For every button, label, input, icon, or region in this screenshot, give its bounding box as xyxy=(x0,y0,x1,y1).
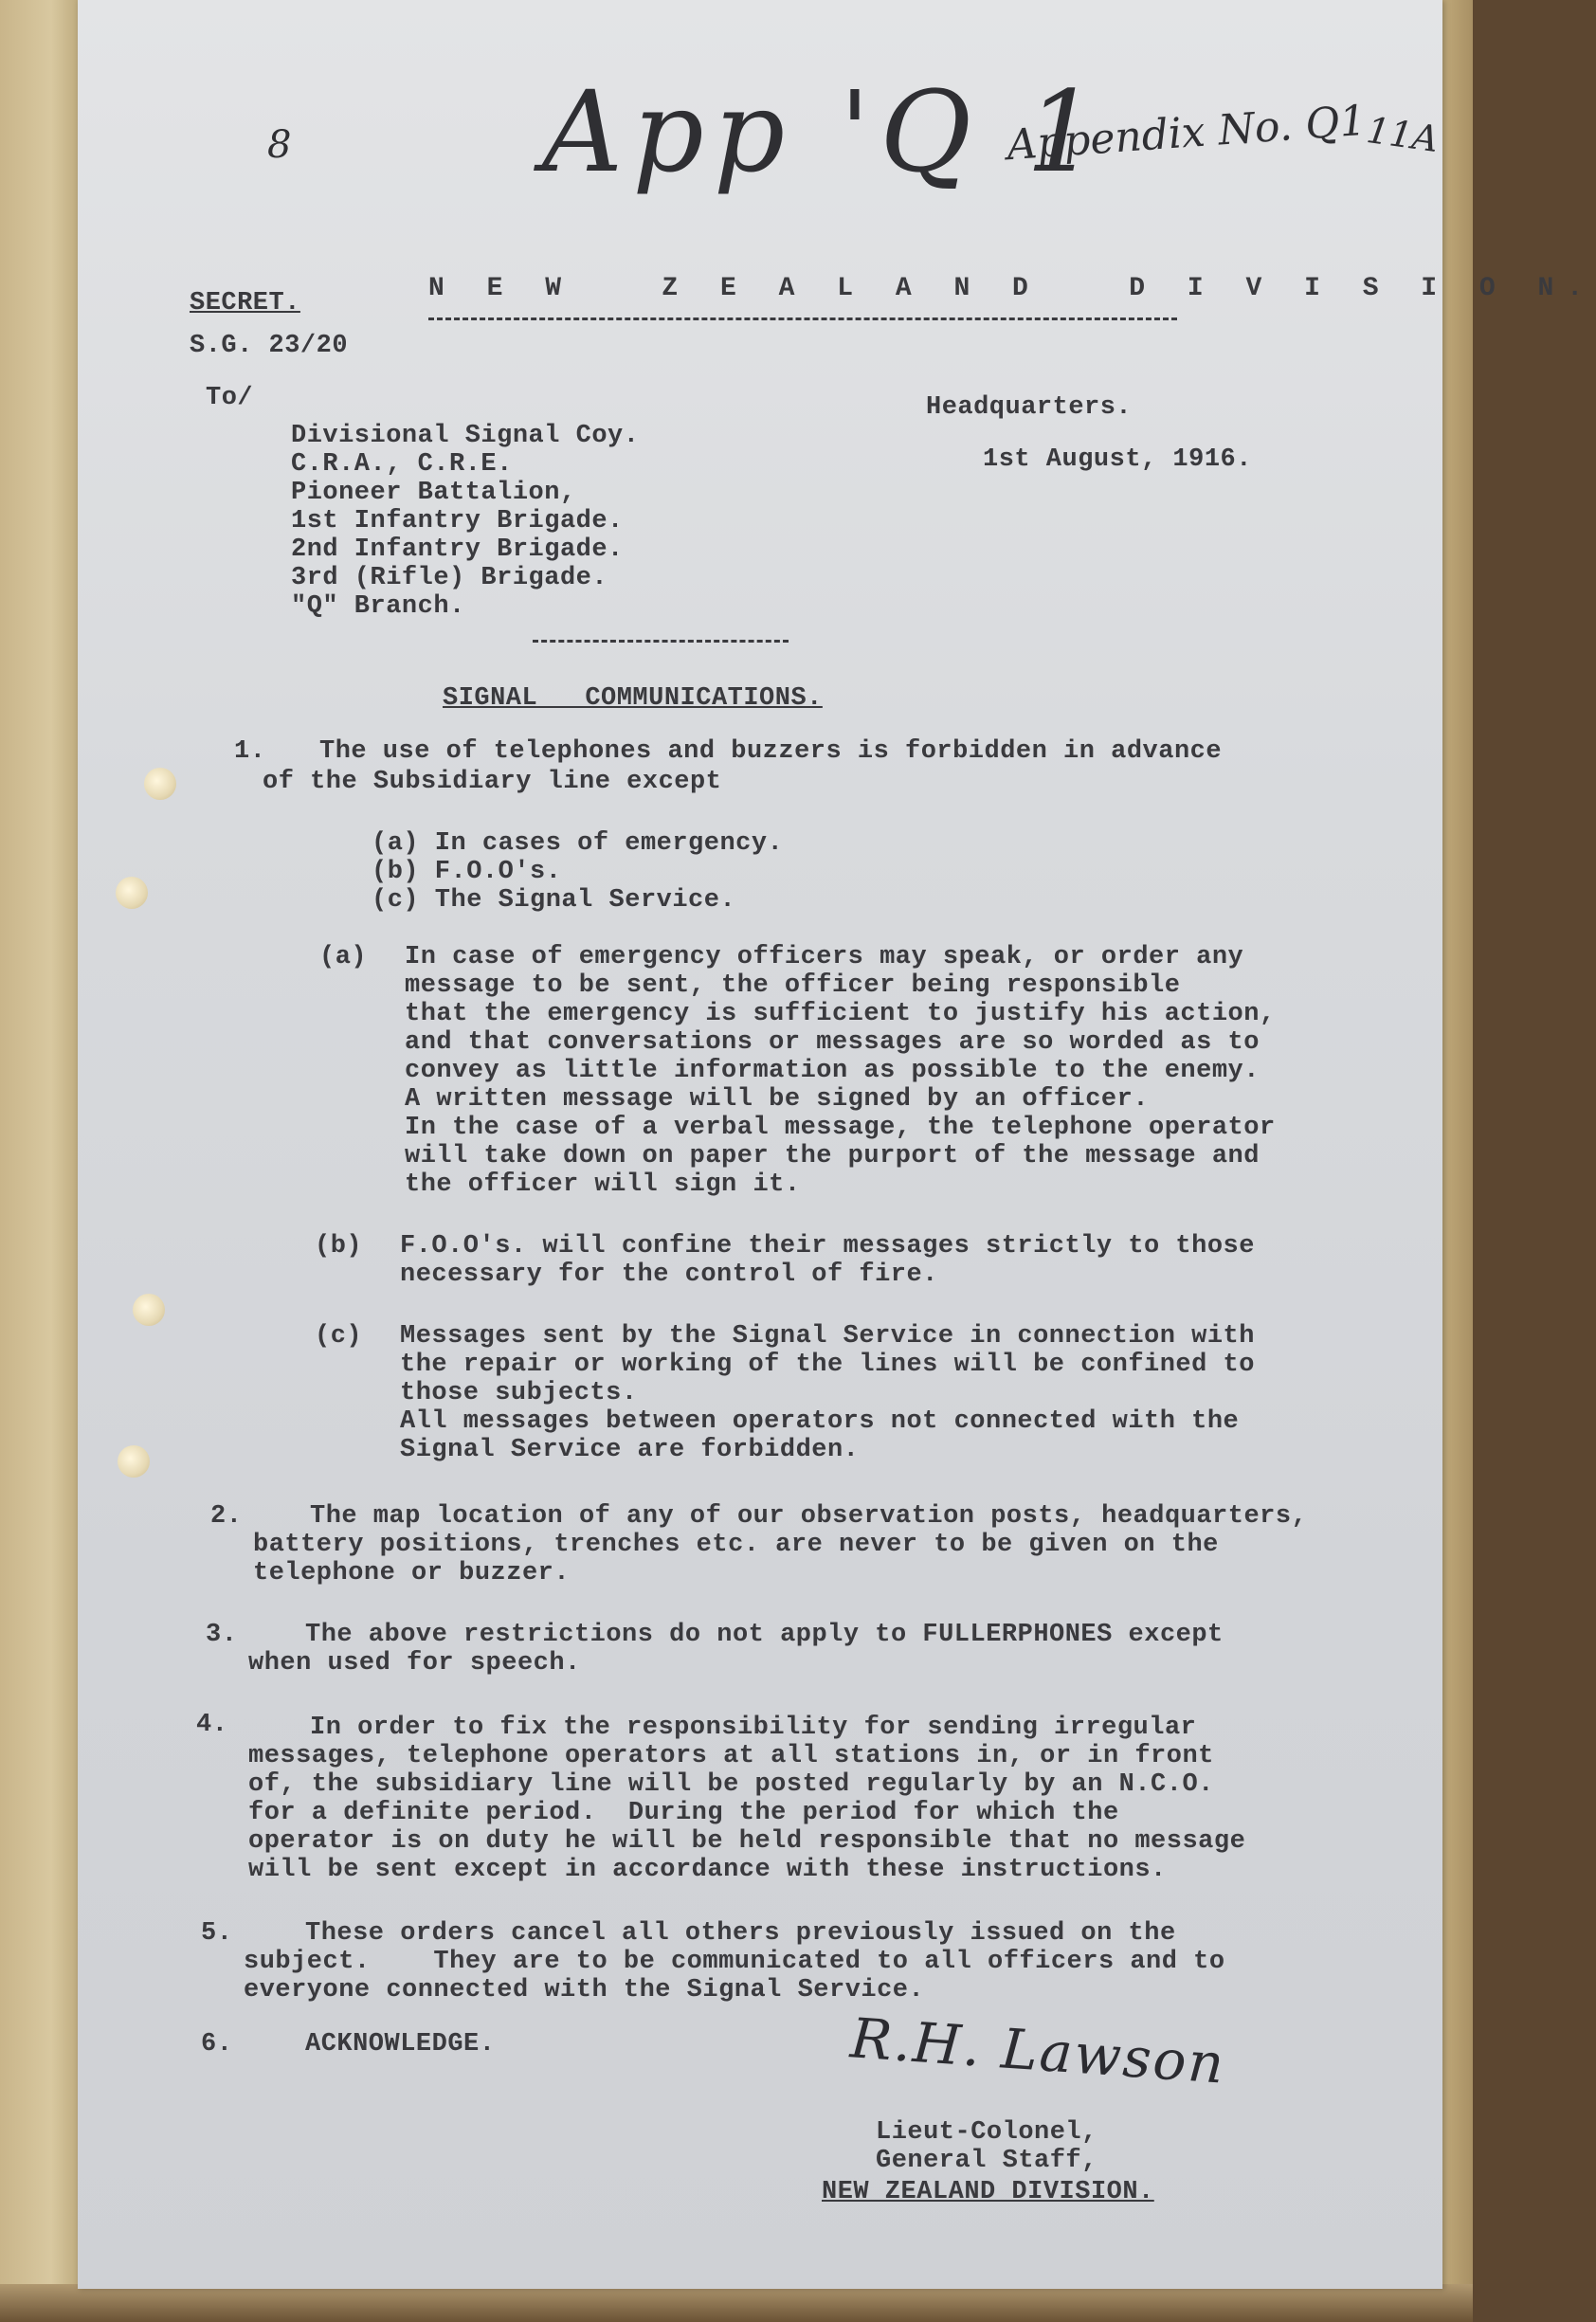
punch-hole xyxy=(144,768,176,800)
sub-paragraph-text: the repair or working of the lines will be confined to xyxy=(400,1351,1255,1379)
paragraph-text: when used for speech. xyxy=(248,1649,581,1678)
signatory-unit: NEW ZEALAND DIVISION. xyxy=(822,2178,1154,2206)
paragraph-text: operator is on duty he will be held responsible that no message xyxy=(248,1827,1246,1856)
paragraph-text: everyone connected with the Signal Service. xyxy=(244,1976,925,2005)
sub-paragraph-text: Messages sent by the Signal Service in connection with xyxy=(400,1322,1255,1351)
binder-edge-left xyxy=(0,0,85,2322)
paragraph-text: of the Subsidiary line except xyxy=(263,768,722,796)
sub-paragraph-text: that the emergency is sufficient to justify his action, xyxy=(405,1000,1276,1028)
paragraph-text: messages, telephone operators at all stations in, or in front xyxy=(248,1742,1214,1770)
paragraph-text: The above restrictions do not apply to FULLERPHONES except xyxy=(305,1621,1224,1649)
handwritten-signature: R.H. Lawson xyxy=(848,2005,1228,2096)
addressee: Divisional Signal Coy. xyxy=(291,422,640,450)
paragraph-text: will be sent except in accordance with these instructions. xyxy=(248,1856,1167,1884)
sub-paragraph-text: All messages between operators not connected with the xyxy=(400,1407,1240,1436)
paragraph-text: The map location of any of our observation posts, headquarters, xyxy=(310,1502,1308,1531)
sub-paragraph-text: convey as little information as possible to the enemy. xyxy=(405,1057,1260,1085)
corner-mark: 11A xyxy=(1364,108,1442,161)
date: 1st August, 1916. xyxy=(983,445,1252,474)
paragraph-number: 1. xyxy=(234,737,266,766)
addressee: 3rd (Rifle) Brigade. xyxy=(291,564,608,592)
exception-item: (b) F.O.O's. xyxy=(372,858,562,886)
paragraph-text: ACKNOWLEDGE. xyxy=(305,2030,496,2059)
document-page xyxy=(78,0,1596,2289)
punch-hole xyxy=(118,1445,150,1478)
sub-paragraph-text: F.O.O's. will confine their messages strictly to those xyxy=(400,1232,1255,1261)
paragraph-text: subject. They are to be communicated to all officers and to xyxy=(244,1948,1225,1976)
sub-paragraph-text: In the case of a verbal message, the telephone operator xyxy=(405,1114,1276,1142)
document-title: N E W Z E A L A N D D I V I S I O N. xyxy=(428,274,1596,303)
paragraph-text: The use of telephones and buzzers is forbidden in advance xyxy=(319,737,1223,766)
signatory-role: General Staff, xyxy=(876,2147,1097,2175)
paragraph-text: In order to fix the responsibility for sending irregular xyxy=(310,1714,1197,1742)
binder-edge-bottom xyxy=(0,2284,1473,2322)
subject-heading: SIGNAL COMMUNICATIONS. xyxy=(443,684,823,713)
addressee: 1st Infantry Brigade. xyxy=(291,507,624,535)
sub-paragraph-text: message to be sent, the officer being responsible xyxy=(405,971,1181,1000)
punch-hole xyxy=(116,877,148,909)
sub-paragraph-text: In case of emergency officers may speak, or order any xyxy=(405,943,1244,971)
paragraph-number: 2. xyxy=(210,1502,243,1531)
signatory-rank: Lieut-Colonel, xyxy=(876,2118,1097,2147)
sub-paragraph-text: necessary for the control of fire. xyxy=(400,1261,938,1289)
paragraph-text: These orders cancel all others previously issued on the xyxy=(305,1919,1176,1948)
sub-paragraph-text: and that conversations or messages are so worded as to xyxy=(405,1028,1260,1057)
title-rule xyxy=(428,317,1177,320)
separator-rule xyxy=(533,640,789,643)
origin: Headquarters. xyxy=(926,393,1133,422)
paragraph-text: telephone or buzzer. xyxy=(253,1559,571,1587)
sub-paragraph-label: (b) xyxy=(315,1232,363,1261)
exception-item: (c) The Signal Service. xyxy=(372,886,736,915)
addressee: 2nd Infantry Brigade. xyxy=(291,535,624,564)
sub-paragraph-text: Signal Service are forbidden. xyxy=(400,1436,860,1464)
addressee: Pioneer Battalion, xyxy=(291,479,576,507)
paragraph-text: battery positions, trenches etc. are never to be given on the xyxy=(253,1531,1219,1559)
to-label: To/ xyxy=(206,384,254,412)
sub-paragraph-text: will take down on paper the purport of the message and xyxy=(405,1142,1260,1170)
sub-paragraph-text: the officer will sign it. xyxy=(405,1170,801,1199)
addressee: "Q" Branch. xyxy=(291,592,465,621)
paragraph-text: for a definite period. During the period for which the xyxy=(248,1799,1119,1827)
paragraph-number: 3. xyxy=(206,1621,238,1649)
exception-item: (a) In cases of emergency. xyxy=(372,829,784,858)
paragraph-text: of, the subsidiary line will be posted regularly by an N.C.O. xyxy=(248,1770,1214,1799)
classification: SECRET. xyxy=(190,289,300,317)
paragraph-number: 5. xyxy=(201,1919,233,1948)
paragraph-number: 6. xyxy=(201,2030,233,2059)
punch-hole xyxy=(133,1294,165,1326)
page-number-handwritten: 8 xyxy=(267,123,292,167)
paragraph-number: 4. xyxy=(196,1711,228,1739)
sub-paragraph-label: (a) xyxy=(319,943,368,971)
addressee: C.R.A., C.R.E. xyxy=(291,450,513,479)
reference-number: S.G. 23/20 xyxy=(190,332,349,360)
handwritten-reference: App 'Q 1 xyxy=(542,66,1107,197)
sub-paragraph-label: (c) xyxy=(315,1322,363,1351)
sub-paragraph-text: A written message will be signed by an officer. xyxy=(405,1085,1150,1114)
appendix-label: Appendix No. Q1 xyxy=(1005,96,1369,171)
sub-paragraph-text: those subjects. xyxy=(400,1379,638,1407)
